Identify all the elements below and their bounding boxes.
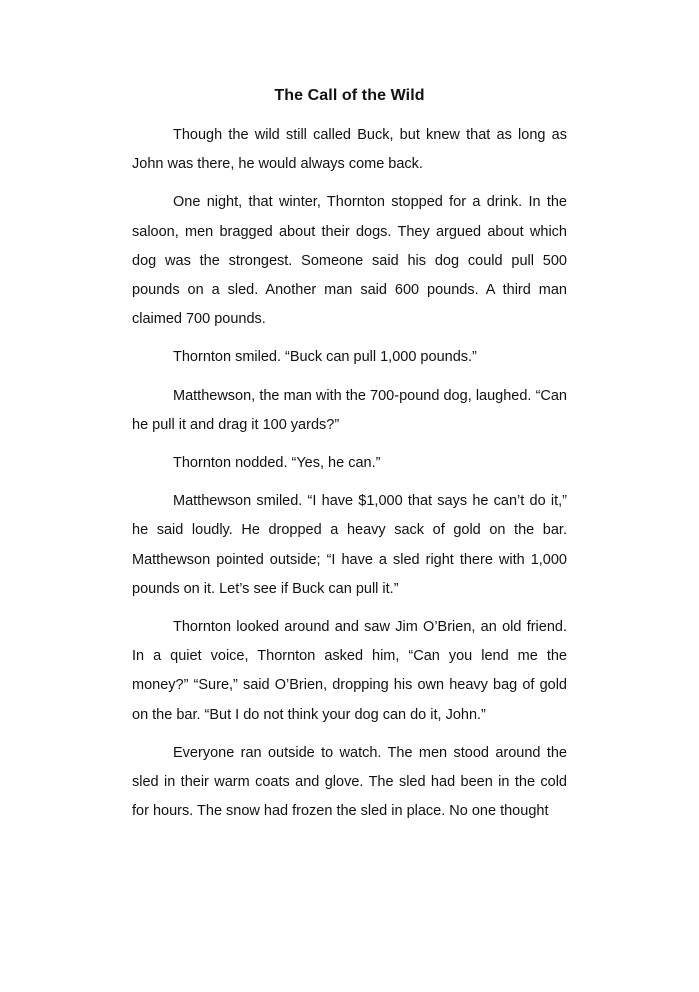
- paragraph-3: Thornton smiled. “Buck can pull 1,000 pounds.”: [173, 349, 477, 366]
- paragraph-8: Everyone ran outside to watch. The men stood around the sled in their warm coats and glove. The sled had been in the cold for hours. The snow had frozen the sled in place. No one thought: [132, 744, 567, 820]
- paragraph-2: One night, that winter, Thornton stopped for a drink. In the saloon, men bragged about their dogs. They argued about which dog was the strongest. Someone said his dog could pull 500 pounds on a sled. Another man said 600 pounds. A third man claimed 700 pounds.: [132, 194, 567, 328]
- story-body: [132, 121, 567, 835]
- paragraph-4: Matthewson, the man with the 700-pound dog, laughed. “Can he pull it and drag it 100 yards?”: [132, 387, 567, 433]
- page-title: The Call of the Wild: [274, 87, 425, 104]
- paragraph-6: Matthewson smiled. “I have $1,000 that says he can’t do it,” he said loudly. He dropped a heavy sack of gold on the bar. Matthewson pointed outside; “I have a sled right there with 1,000 pounds on it. Let’s see if Buck can pull it.”: [132, 493, 567, 597]
- paragraph-5: Thornton nodded. “Yes, he can.”: [173, 455, 381, 472]
- paragraph-7: Thornton looked around and saw Jim O’Brien, an old friend. In a quiet voice, Thornton asked him, “Can you lend me the money?” “Sure,” said O’Brien, dropping his own heavy bag of gold on the bar. “But I do not think your dog can do it, John.”: [132, 619, 567, 723]
- paragraph-1: Though the wild still called Buck, but knew that as long as John was there, he would always come back.: [132, 127, 567, 173]
